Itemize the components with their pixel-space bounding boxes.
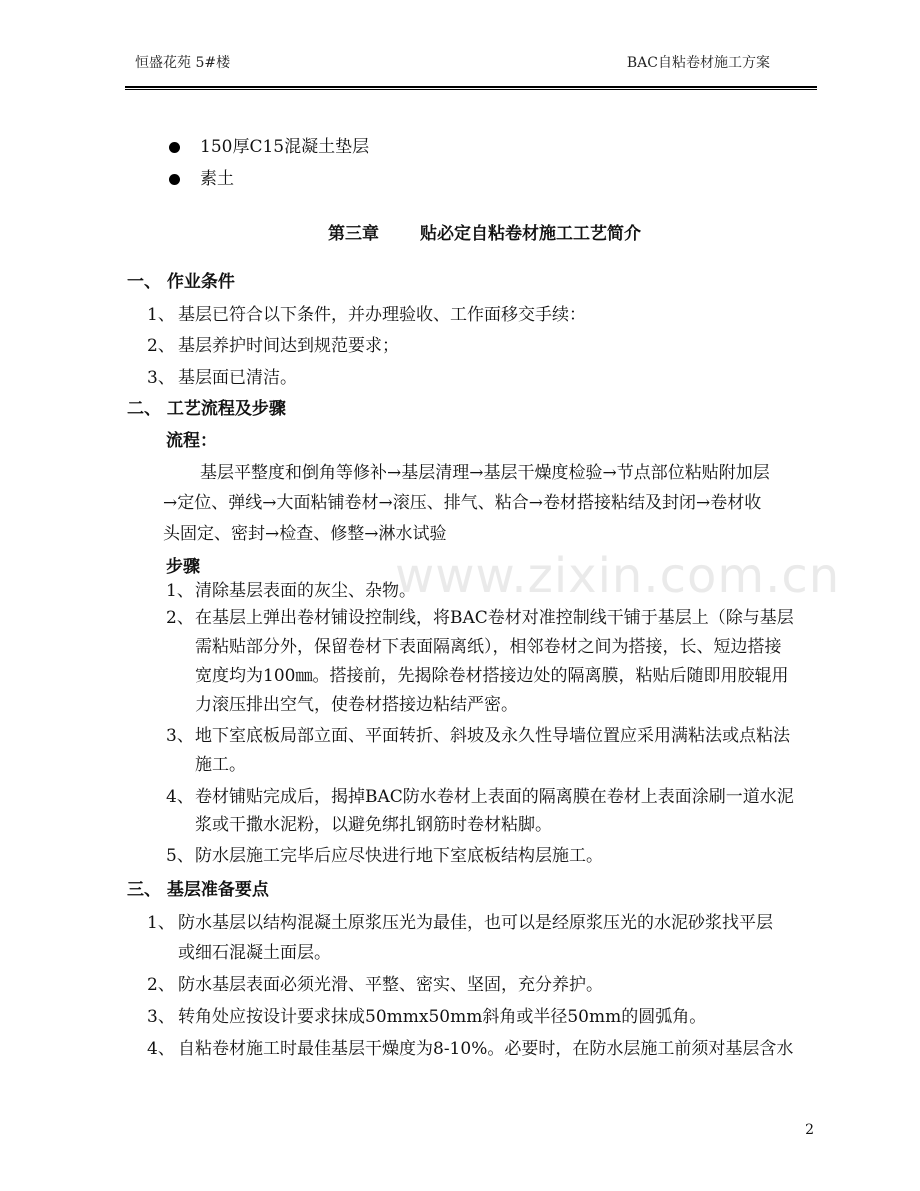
bullet-item: 150厚C15混凝土垫层 [200,137,370,157]
list-number: 2、 [147,336,175,356]
bullet-dot-icon [169,142,180,153]
list-number: 4、 [147,1039,175,1059]
step-number: 2、 [166,608,194,628]
step-line: 施工。 [195,755,246,775]
header-left-text: 恒盛花苑 5#楼 [135,55,231,71]
step-number: 5、 [166,846,194,866]
list-item-line: 自粘卷材施工时最佳基层干燥度为8-10%。必要时，在防水层施工前须对基层含水 [178,1039,794,1059]
list-number: 1、 [147,913,175,933]
step-line: 卷材铺贴完成后，揭掉BAC防水卷材上表面的隔离膜在卷材上表面涂刷一道水泥 [195,787,794,807]
list-number: 3、 [147,368,175,388]
chapter-number: 第三章 [328,224,379,244]
step-number: 3、 [166,726,194,746]
list-item-line: 或细石混凝土面层。 [178,943,331,963]
step-line: 浆或干撒水泥粉，以避免绑扎钢筋时卷材粘脚。 [195,815,552,835]
list-item-line: 防水基层表面必须光滑、平整、密实、坚固，充分养护。 [178,975,603,995]
list-item: 基层养护时间达到规范要求； [178,336,399,356]
step-line: 在基层上弹出卷材铺设控制线，将BAC卷材对准控制线干铺于基层上（除与基层 [195,608,794,628]
chapter-title: 贴必定自粘卷材施工工艺简介 [420,224,641,244]
step-number: 1、 [166,581,194,601]
step-line: 力滚压排出空气，使卷材搭接边粘结严密。 [195,695,518,715]
watermark-text: www.zixin.com.cn [395,548,841,604]
step-line: 防水层施工完毕后应尽快进行地下室底板结构层施工。 [195,846,603,866]
steps-label: 步骤 [166,557,200,577]
step-line: 宽度均为100㎜。搭接前，先揭除卷材搭接边处的隔离膜，粘贴后随即用胶辊用 [195,666,789,686]
step-line: 需粘贴部分外，保留卷材下表面隔离纸），相邻卷材之间为搭接，长、短边搭接 [195,637,782,657]
section-heading: 二、 工艺流程及步骤 [127,399,286,419]
bullet-item: 素土 [200,169,234,189]
flow-line: →定位、弹线→大面粘铺卷材→滚压、排气、粘合→卷材搭接粘结及封闭→卷材收 [163,493,762,513]
section-heading: 一、 作业条件 [127,272,235,292]
list-number: 3、 [147,1007,175,1027]
flow-line: 基层平整度和倒角等修补→基层清理→基层干燥度检验→节点部位粘贴附加层 [200,463,770,483]
list-number: 2、 [147,975,175,995]
list-item-line: 防水基层以结构混凝土原浆压光为最佳，也可以是经原浆压光的水泥砂浆找平层 [178,913,773,933]
flow-label: 流程： [166,431,217,451]
list-item: 基层已符合以下条件，并办理验收、工作面移交手续： [178,305,586,325]
list-item-line: 转角处应按设计要求抹成50mmx50mm斜角或半径50mm的圆弧角。 [178,1007,707,1027]
step-number: 4、 [166,787,194,807]
list-item: 基层面已清洁。 [178,368,297,388]
step-line: 清除基层表面的灰尘、杂物。 [195,581,416,601]
bullet-dot-icon [169,174,180,185]
page-number: 2 [805,1122,814,1138]
step-line: 地下室底板局部立面、平面转折、斜坡及永久性导墙位置应采用满粘法或点粘法 [195,726,790,746]
header-right-text: BAC自粘卷材施工方案 [626,55,770,71]
header-divider [125,86,817,90]
flow-line: 头固定、密封→检查、修整→淋水试验 [163,524,447,544]
list-number: 1、 [147,305,175,325]
section-heading: 三、 基层准备要点 [127,880,269,900]
